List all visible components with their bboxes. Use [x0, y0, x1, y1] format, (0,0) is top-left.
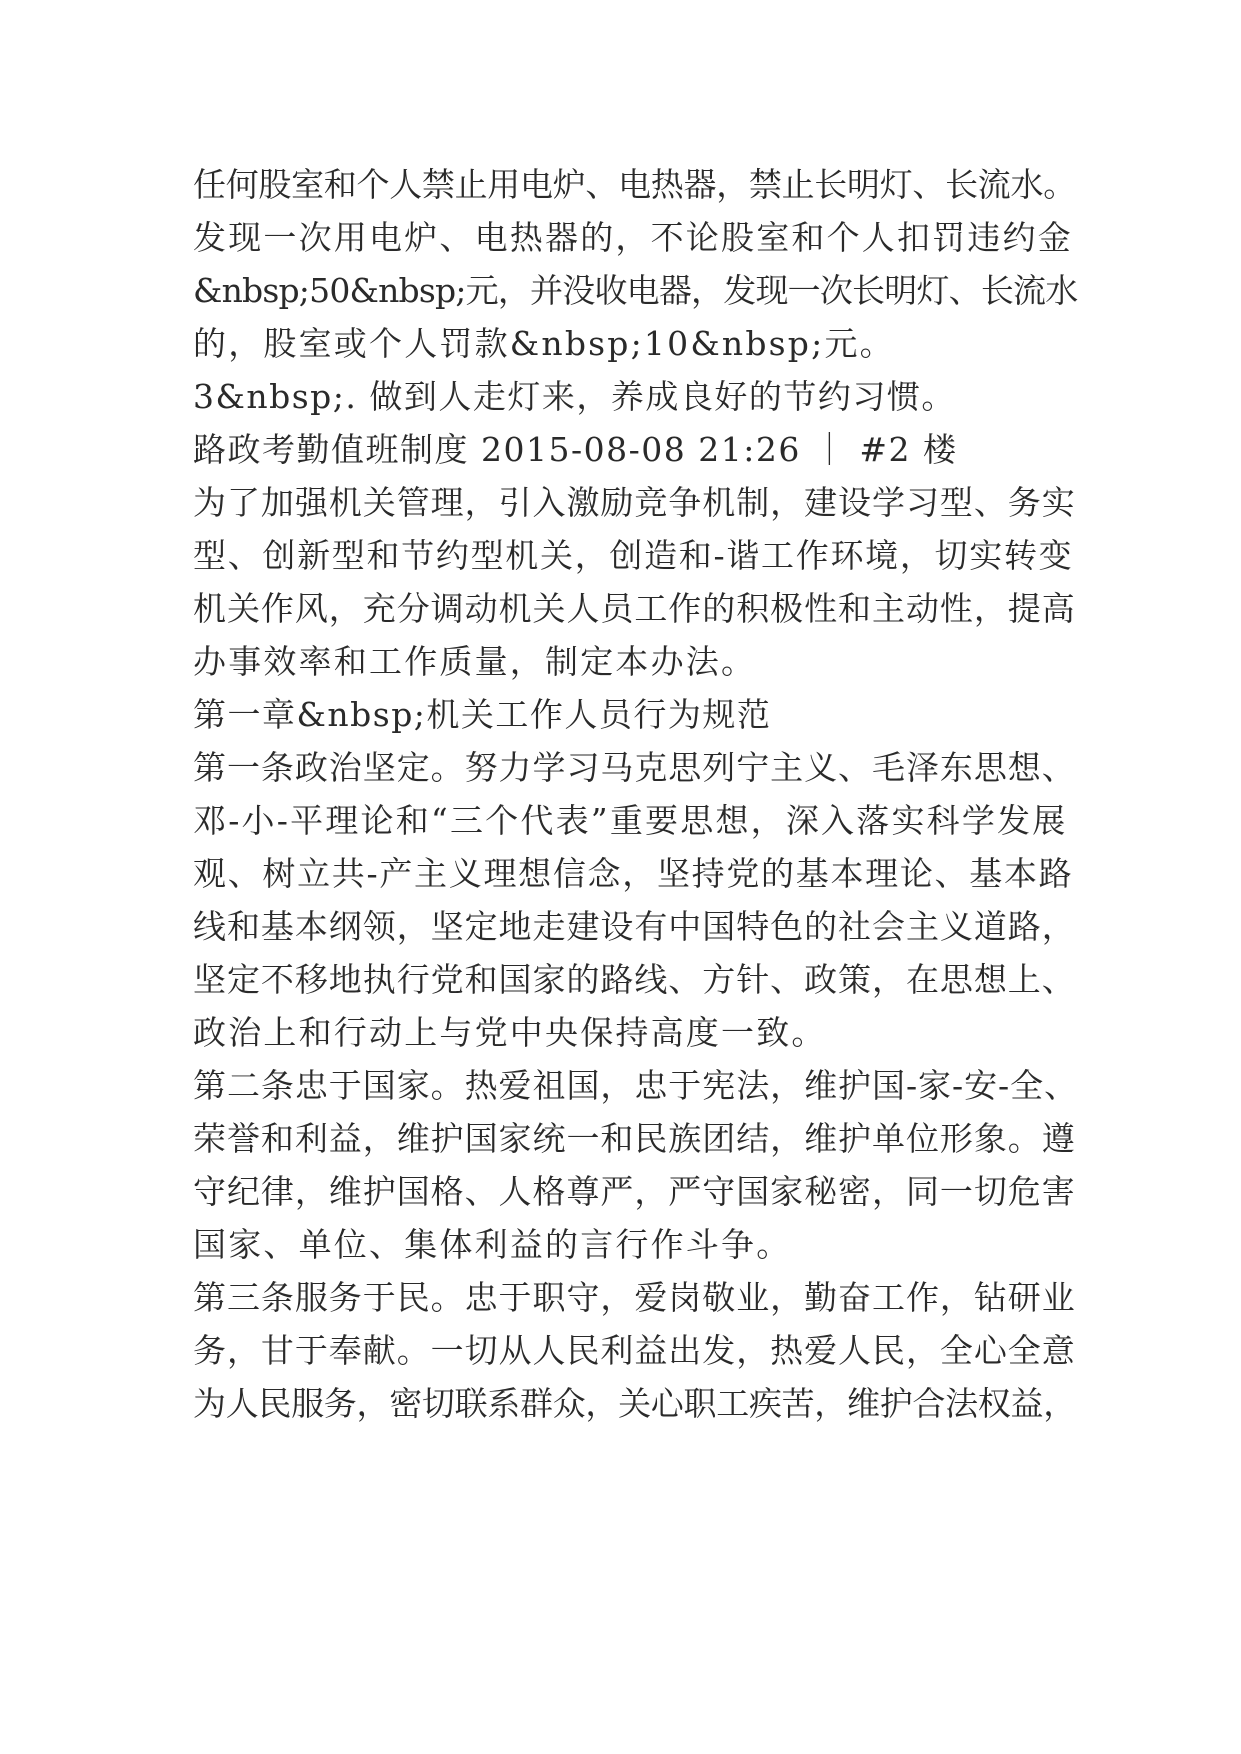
text-line: 第一条政治坚定。努力学习马克思列宁主义、毛泽东思想、: [193, 748, 1076, 787]
post-header-line: 路政考勤值班制度 2015-08-08 21:26 ｜ #2 楼: [193, 430, 958, 469]
text-line: 办事效率和工作质量，制定本办法。: [193, 642, 757, 681]
text-line: 邓-小-平理论和“三个代表”重要思想，深入落实科学发展: [193, 801, 1068, 840]
text-line: 为人民服务，密切联系群众，关心职工疾苦，维护合法权益，: [193, 1384, 1076, 1423]
document-body: [193, 158, 1079, 1430]
text-line: 第二条忠于国家。热爱祖国，忠于宪法，维护国-家-安-全、: [193, 1066, 1079, 1105]
text-line: &nbsp;50&nbsp;元，并没收电器，发现一次长明灯、长流水: [193, 271, 1078, 310]
text-line: 坚定不移地执行党和国家的路线、方针、政策，在思想上、: [193, 960, 1076, 999]
text-line: 国家、单位、集体利益的言行作斗争。: [193, 1225, 792, 1264]
text-line: 守纪律，维护国格、人格尊严，严守国家秘密，同一切危害: [193, 1172, 1076, 1211]
text-line: 的，股室或个人罚款&nbsp;10&nbsp;元。: [193, 324, 895, 363]
text-line: 3&nbsp;. 做到人走灯来，养成良好的节约习惯。: [193, 377, 956, 416]
text-line: 任何股室和个人禁止用电炉、电热器，禁止长明灯、长流水。: [193, 165, 1076, 204]
text-line: 型、创新型和节约型机关，创造和-谐工作环境，切实转变: [193, 536, 1074, 575]
text-line: 政治上和行动上与党中央保持高度一致。: [193, 1013, 827, 1052]
chapter-heading: 第一章&nbsp;机关工作人员行为规范: [193, 695, 772, 734]
text-line: 第三条服务于民。忠于职守，爱岗敬业，勤奋工作，钻研业: [193, 1278, 1076, 1317]
text-line: 发现一次用电炉、电热器的，不论股室和个人扣罚违约金: [193, 218, 1073, 257]
text-line: 务，甘于奉献。一切从人民利益出发，热爱人民，全心全意: [193, 1331, 1076, 1370]
text-line: 荣誉和利益，维护国家统一和民族团结，维护单位形象。遵: [193, 1119, 1076, 1158]
text-line: 为了加强机关管理，引入激励竞争机制，建设学习型、务实: [193, 483, 1076, 522]
text-line: 观、树立共-产主义理想信念，坚持党的基本理论、基本路: [193, 854, 1074, 893]
text-line: 机关作风，充分调动机关人员工作的积极性和主动性，提高: [193, 589, 1076, 628]
text-line: 线和基本纲领，坚定地走建设有中国特色的社会主义道路，: [193, 907, 1076, 946]
